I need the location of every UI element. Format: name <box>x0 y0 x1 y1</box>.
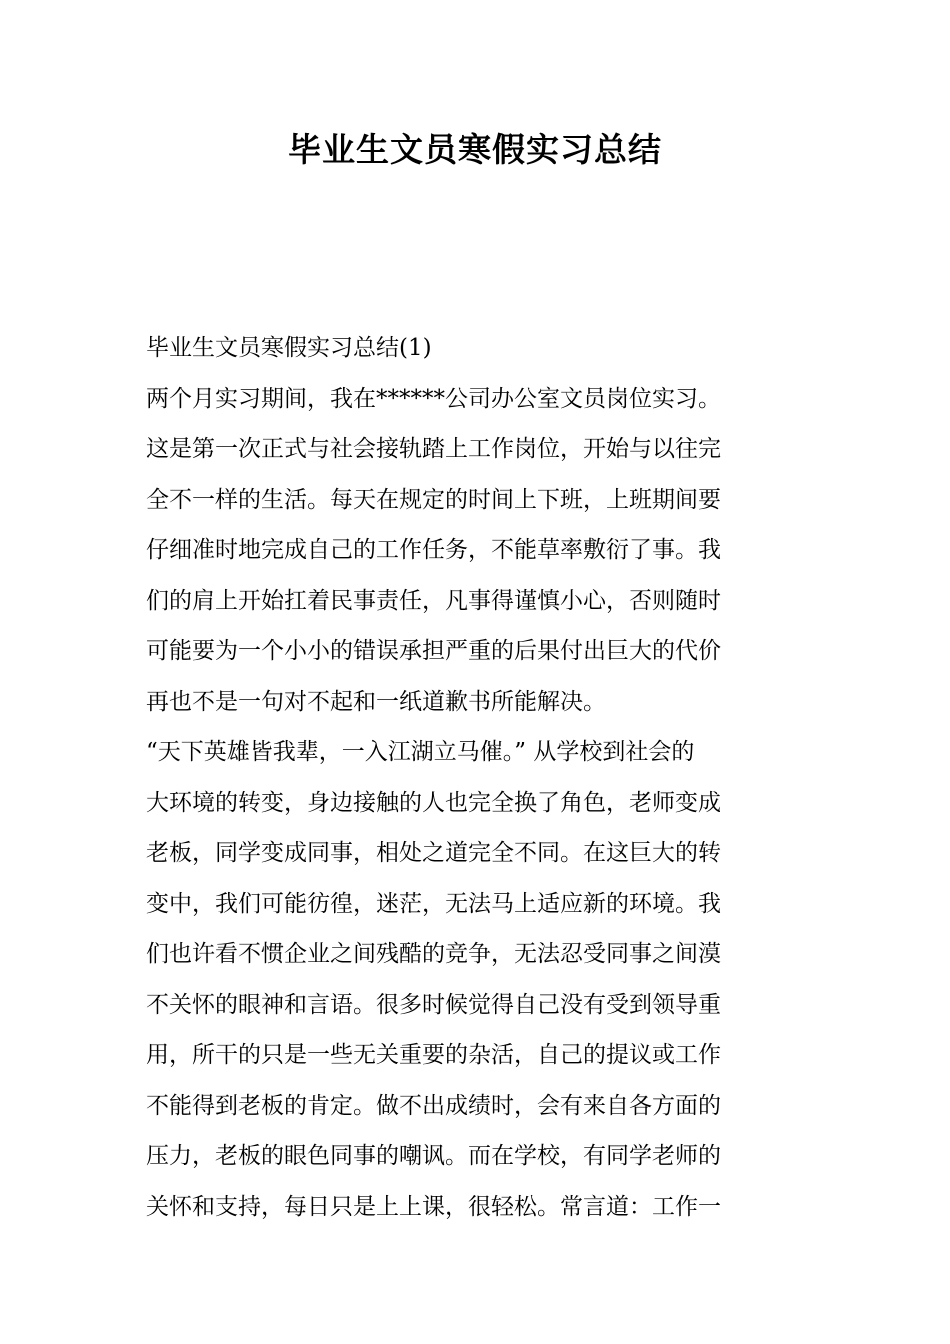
document-body <box>146 323 808 1232</box>
text-line: 这是第一次正式与社会接轨踏上工作岗位，开始与以往完 <box>146 436 721 462</box>
paragraph-1 <box>146 374 808 728</box>
text-line: 不关怀的眼神和言语。很多时候觉得自己没有受到领导重 <box>146 991 721 1018</box>
text-line: 不能得到老板的肯定。做不出成绩时，会有来自各方面的 <box>146 1092 721 1119</box>
text-line: 老板，同学变成同事，相处之道完全不同。在这巨大的转 <box>146 840 721 866</box>
text-line: 大环境的转变，身边接触的人也完全换了角色，老师变成 <box>146 789 721 816</box>
text-line: “天下英雄皆我辈，一入江湖立马催。” 从学校到社会的 <box>146 739 695 765</box>
text-line: 可能要为一个小小的错误承担严重的后果付出巨大的代价 <box>146 638 721 664</box>
section-heading: 毕业生文员寒假实习总结(1) <box>146 335 432 361</box>
text-line: 两个月实习期间，我在******公司办公室文员岗位实习。 <box>146 385 721 412</box>
document-title: 毕业生文员寒假实习总结 <box>288 130 662 169</box>
text-line: 再也不是一句对不起和一纸道歉书所能解决。 <box>146 688 606 715</box>
text-line: 变中，我们可能彷徨，迷茫，无法马上适应新的环境。我 <box>146 890 721 917</box>
text-line: 全不一样的生活。每天在规定的时间上下班，上班期间要 <box>146 486 721 513</box>
text-line: 用，所干的只是一些无关重要的杂活，自己的提议或工作 <box>146 1042 721 1068</box>
text-line: 压力，老板的眼色同事的嘲讽。而在学校，有同学老师的 <box>146 1143 721 1169</box>
text-line: 们也许看不惯企业之间残酷的竞争，无法忍受同事之间漠 <box>146 941 721 967</box>
paragraph-2 <box>146 727 808 1232</box>
text-line: 们的肩上开始扛着民事责任，凡事得谨慎小心，否则随时 <box>146 587 721 614</box>
text-line: 关怀和支持，每日只是上上课，很轻松。常言道：工作一 <box>146 1193 721 1220</box>
text-line: 仔细准时地完成自己的工作任务，不能草率敷衍了事。我 <box>146 537 721 563</box>
